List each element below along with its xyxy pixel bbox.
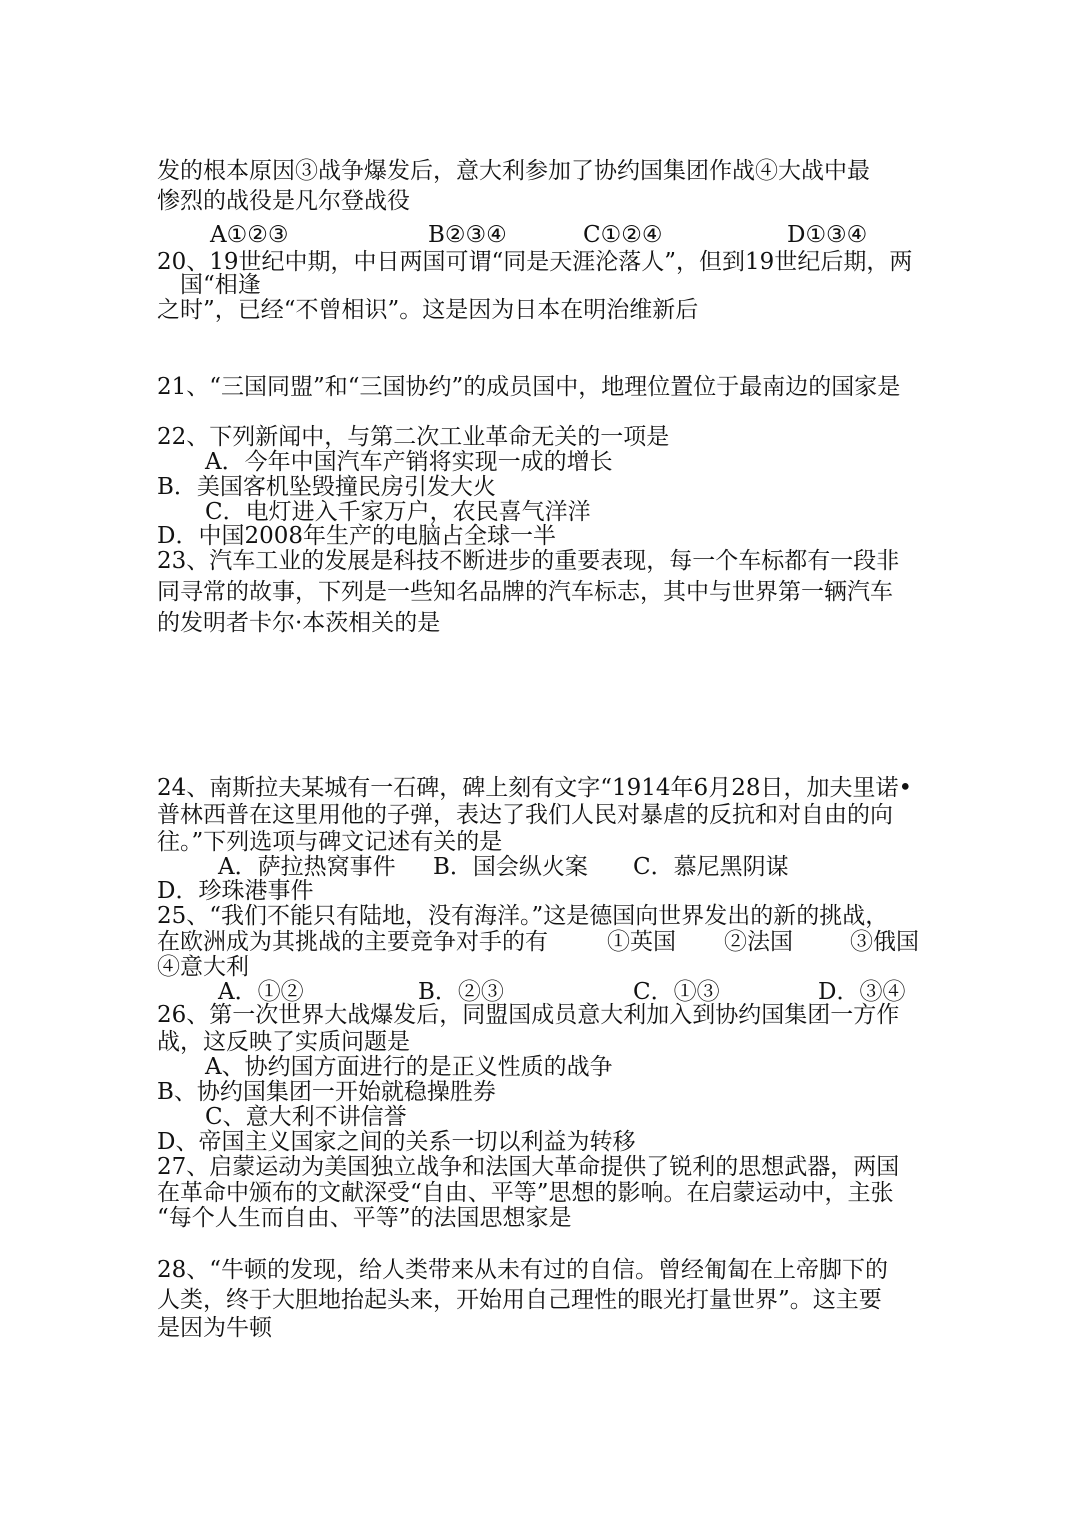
q19-option-c: C①②④ [583,222,663,248]
q24-option-c: C．慕尼黑阴谋 [633,854,789,880]
q28-text-line: 人类，终于大胆地抬起头来，开始用自己理性的眼光打量世界”。这主要 [157,1287,882,1313]
q27-text-line: 在革命中颁布的文献深受“自由、平等”思想的影响。在启蒙运动中，主张 [157,1180,894,1206]
q23-text-line: 的发明者卡尔·本茨相关的是 [157,610,441,636]
q22-option-a: A．今年中国汽车产销将实现一成的增长 [205,449,613,475]
q20-text-line: 20、19世纪中期，中日两国可谓“同是天涯沦落人”，但到19世纪后期，两 [157,249,913,275]
q25-choice-2: ②法国 [724,929,793,955]
q26-option-a: A、协约国方面进行的是正义性质的战争 [205,1054,613,1080]
q22-option-c: C．电灯进入千家万户，农民喜气洋洋 [205,499,591,525]
q22-option-d: D．中国2008年生产的电脑占全球一半 [157,523,556,549]
q23-text-line: 同寻常的故事，下列是一些知名品牌的汽车标志，其中与世界第一辆汽车 [157,579,893,605]
q25-option-c: C．①③ [633,979,720,1005]
q26-text-line: 26、第一次世界大战爆发后，同盟国成员意大利加入到协约国集团一方作 [157,1002,900,1028]
q27-text-line: 27、启蒙运动为美国独立战争和法国大革命提供了锐利的思想武器，两国 [157,1154,900,1180]
q25-option-a: A．①② [218,979,304,1005]
q28-text-line: 是因为牛顿 [157,1315,272,1341]
q28-text-line: 28、“牛顿的发现，给人类带来从未有过的自信。曾经匍匐在上帝脚下的 [157,1257,889,1283]
q25-choice-4: ④意大利 [157,954,249,980]
q25-option-b: B．②③ [418,979,504,1005]
q25-choice-1: ①英国 [607,929,676,955]
q24-text-line: 往。”下列选项与碑文记述有关的是 [157,829,503,855]
q19-option-b: B②③④ [428,222,507,248]
q20-text-line: 之时”，已经“不曾相识”。这是因为日本在明治维新后 [157,297,699,323]
q22-text-line: 22、下列新闻中，与第二次工业革命无关的一项是 [157,424,670,450]
q25-text-line: 25、“我们不能只有陆地，没有海洋。”这是德国向世界发出的新的挑战， [157,903,889,929]
q24-text-line: 普林西普在这里用他的子弹，表达了我们人民对暴虐的反抗和对自由的向 [157,802,893,828]
q26-option-c: C、意大利不讲信誉 [205,1104,407,1130]
q19-text-line: 发的根本原因③战争爆发后，意大利参加了协约国集团作战④大战中最 [157,158,870,184]
q24-text-line: 24、南斯拉夫某城有一石碑，碑上刻有文字“1914年6月28日，加夫里诺• [157,775,913,801]
q24-option-a: A．萨拉热窝事件 [218,854,396,880]
q19-option-a: A①②③ [210,222,289,248]
q26-option-d: D、帝国主义国家之间的关系一切以利益为转移 [157,1129,636,1155]
q23-text-line: 23、汽车工业的发展是科技不断进步的重要表现，每一个车标都有一段非 [157,548,900,574]
q25-text-line: 在欧洲成为其挑战的主要竞争对手的有 [157,929,548,955]
q25-choice-3: ③俄国 [850,929,919,955]
q24-option-d: D．珍珠港事件 [157,878,314,904]
q19-text-line: 惨烈的战役是凡尔登战役 [157,188,410,214]
q24-option-b: B．国会纵火案 [433,854,588,880]
q20-text-line: 国“相逢 [180,272,261,298]
q22-option-b: B．美国客机坠毁撞民房引发大火 [157,474,496,500]
q26-text-line: 战，这反映了实质问题是 [157,1029,410,1055]
q26-option-b: B、协约国集团一开始就稳操胜券 [157,1079,496,1105]
q21-text-line: 21、“三国同盟”和“三国协约”的成员国中，地理位置位于最南边的国家是 [157,374,901,400]
q19-option-d: D①③④ [787,222,868,248]
q25-option-d: D．③④ [818,979,906,1005]
q27-text-line: “每个人生而自由、平等”的法国思想家是 [157,1205,572,1231]
